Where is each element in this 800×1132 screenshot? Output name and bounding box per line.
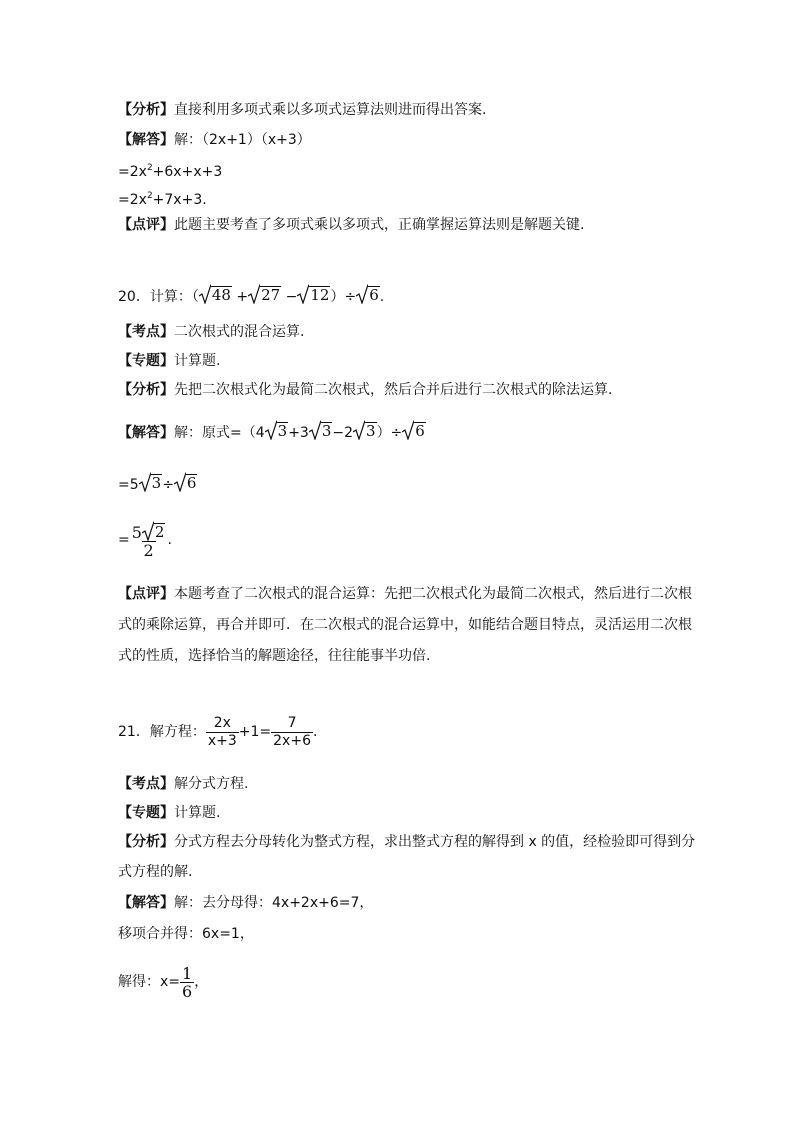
sqrt-icon bbox=[139, 472, 163, 492]
answer-text: 解：（2x+1）（x+3） bbox=[174, 132, 311, 148]
comment-text: 式的乘除运算，再合并即可．在二次根式的混合运算中，如能结合题目特点，灵活运用二次根 bbox=[118, 617, 692, 633]
step-text: =5 bbox=[118, 477, 139, 493]
answer-step-2 bbox=[118, 962, 208, 1002]
analysis-text: 直接利用多项式乘以多项式运算法则进而得出答案. bbox=[174, 102, 487, 118]
step-text: +7x+3. bbox=[152, 192, 207, 208]
sqrt-icon bbox=[174, 472, 198, 492]
answer-step-2 bbox=[118, 186, 207, 210]
topic-line bbox=[118, 351, 220, 371]
numerator: 7 bbox=[287, 714, 297, 731]
operator: ）÷ bbox=[376, 425, 403, 441]
radicand: 48 bbox=[211, 286, 231, 304]
comment-line-3 bbox=[118, 646, 430, 666]
answer-step-1 bbox=[118, 472, 197, 495]
analysis-tag: 【分析】 bbox=[118, 834, 174, 850]
answer-step-1 bbox=[118, 158, 222, 182]
equals: = bbox=[118, 532, 130, 548]
topic-line bbox=[118, 803, 220, 823]
comma: ， bbox=[194, 974, 209, 990]
test-point-text: 解分式方程. bbox=[174, 776, 249, 792]
sqrt-icon bbox=[199, 284, 232, 304]
analysis-text: 先把二次根式化为最简二次根式，然后合并后进行二次根式的除法运算. bbox=[174, 382, 613, 398]
fraction bbox=[206, 715, 239, 750]
sqrt-icon bbox=[248, 284, 281, 304]
fraction bbox=[271, 715, 313, 750]
topic-text: 计算题. bbox=[174, 353, 221, 369]
radicand: 3 bbox=[277, 422, 288, 440]
comment-text: 本题考查了二次根式的混合运算：先把二次根式化为最简二次根式，然后进行二次根 bbox=[174, 586, 692, 602]
operator: +1= bbox=[238, 724, 272, 740]
operator: − bbox=[285, 289, 298, 305]
sqrt-icon bbox=[297, 284, 330, 304]
test-point-line bbox=[118, 774, 248, 794]
sqrt-icon bbox=[309, 420, 333, 440]
comment-tag: 【点评】 bbox=[118, 217, 174, 233]
answer-step-2 bbox=[118, 520, 172, 560]
test-point-text: 二次根式的混合运算. bbox=[174, 324, 305, 340]
answer-step-1 bbox=[118, 924, 254, 944]
operator: + bbox=[236, 289, 249, 305]
operator: +3 bbox=[288, 425, 309, 441]
comment-text: 式的性质，选择恰当的解题途径，往往能事半功倍. bbox=[118, 648, 431, 664]
comment-text: 此题主要考查了多项式乘以多项式，正确掌握运算法则是解题关键. bbox=[174, 217, 585, 233]
analysis-line bbox=[118, 100, 486, 120]
analysis-text: 式方程的解. bbox=[118, 864, 193, 880]
radicand: 6 bbox=[186, 474, 197, 492]
question-label: 21．解方程： bbox=[118, 724, 206, 740]
topic-tag: 【专题】 bbox=[118, 805, 174, 821]
operator: ÷ bbox=[162, 477, 174, 493]
exponent: 2 bbox=[146, 191, 153, 201]
test-point-line bbox=[118, 322, 304, 342]
answer-line bbox=[118, 130, 311, 150]
radicand: 3 bbox=[366, 422, 376, 440]
analysis-line-2 bbox=[118, 862, 192, 882]
test-point-tag: 【考点】 bbox=[118, 776, 174, 792]
sqrt-icon bbox=[356, 284, 380, 304]
comment-line-2 bbox=[118, 615, 692, 635]
sqrt-icon bbox=[265, 420, 289, 440]
step-text: 解得：x= bbox=[118, 974, 181, 990]
test-point-tag: 【考点】 bbox=[118, 324, 174, 340]
fraction bbox=[130, 521, 168, 559]
denominator: 2 bbox=[143, 541, 154, 560]
topic-text: 计算题. bbox=[174, 805, 221, 821]
question-21 bbox=[118, 712, 317, 752]
operator: ）÷ bbox=[330, 289, 357, 305]
radicand: 27 bbox=[261, 286, 281, 304]
operator: −2 bbox=[332, 425, 354, 441]
period: . bbox=[167, 532, 172, 548]
comment-line bbox=[118, 215, 584, 235]
radicand: 6 bbox=[369, 286, 379, 304]
comment-tag: 【点评】 bbox=[118, 586, 174, 602]
sqrt-icon bbox=[142, 521, 166, 541]
question-20 bbox=[118, 284, 384, 307]
analysis-line bbox=[118, 380, 612, 400]
fraction bbox=[180, 965, 194, 1000]
radicand: 3 bbox=[151, 474, 162, 492]
analysis-line-1 bbox=[118, 832, 695, 852]
answer-tag: 【解答】 bbox=[118, 132, 174, 148]
step-text: =2x bbox=[118, 192, 147, 208]
topic-tag: 【专题】 bbox=[118, 353, 174, 369]
numerator: 1 bbox=[182, 963, 193, 983]
exponent: 2 bbox=[146, 163, 153, 173]
sqrt-icon bbox=[402, 420, 426, 440]
denominator: x+3 bbox=[207, 732, 237, 749]
denominator: 6 bbox=[182, 981, 193, 1001]
analysis-tag: 【分析】 bbox=[118, 102, 174, 118]
radicand: 2 bbox=[154, 523, 165, 541]
period: . bbox=[379, 289, 385, 305]
answer-text: 解：去分母得：4x+2x+6=7， bbox=[174, 895, 374, 911]
answer-text: 解：原式=（4 bbox=[174, 425, 265, 441]
radicand: 3 bbox=[321, 422, 332, 440]
numerator: 2x bbox=[213, 714, 231, 731]
radicand: 12 bbox=[310, 286, 330, 304]
denominator: 2x+6 bbox=[273, 732, 311, 749]
step-text: +6x+x+3 bbox=[152, 164, 223, 180]
question-label: 20．计算：（ bbox=[118, 289, 199, 305]
analysis-text: 分式方程去分母转化为整式方程，求出整式方程的解得到 x 的值，经检验即可得到分 bbox=[174, 834, 696, 850]
answer-line bbox=[118, 420, 426, 443]
answer-line bbox=[118, 893, 373, 913]
analysis-tag: 【分析】 bbox=[118, 382, 174, 398]
radicand: 6 bbox=[415, 422, 425, 440]
step-text: =2x bbox=[118, 164, 147, 180]
numerator: 5 bbox=[131, 523, 142, 542]
answer-tag: 【解答】 bbox=[118, 895, 174, 911]
period: . bbox=[312, 724, 318, 740]
comment-line-1 bbox=[118, 584, 692, 604]
step-text: 移项合并得：6x=1， bbox=[118, 926, 254, 942]
sqrt-icon bbox=[353, 420, 377, 440]
answer-tag: 【解答】 bbox=[118, 425, 174, 441]
